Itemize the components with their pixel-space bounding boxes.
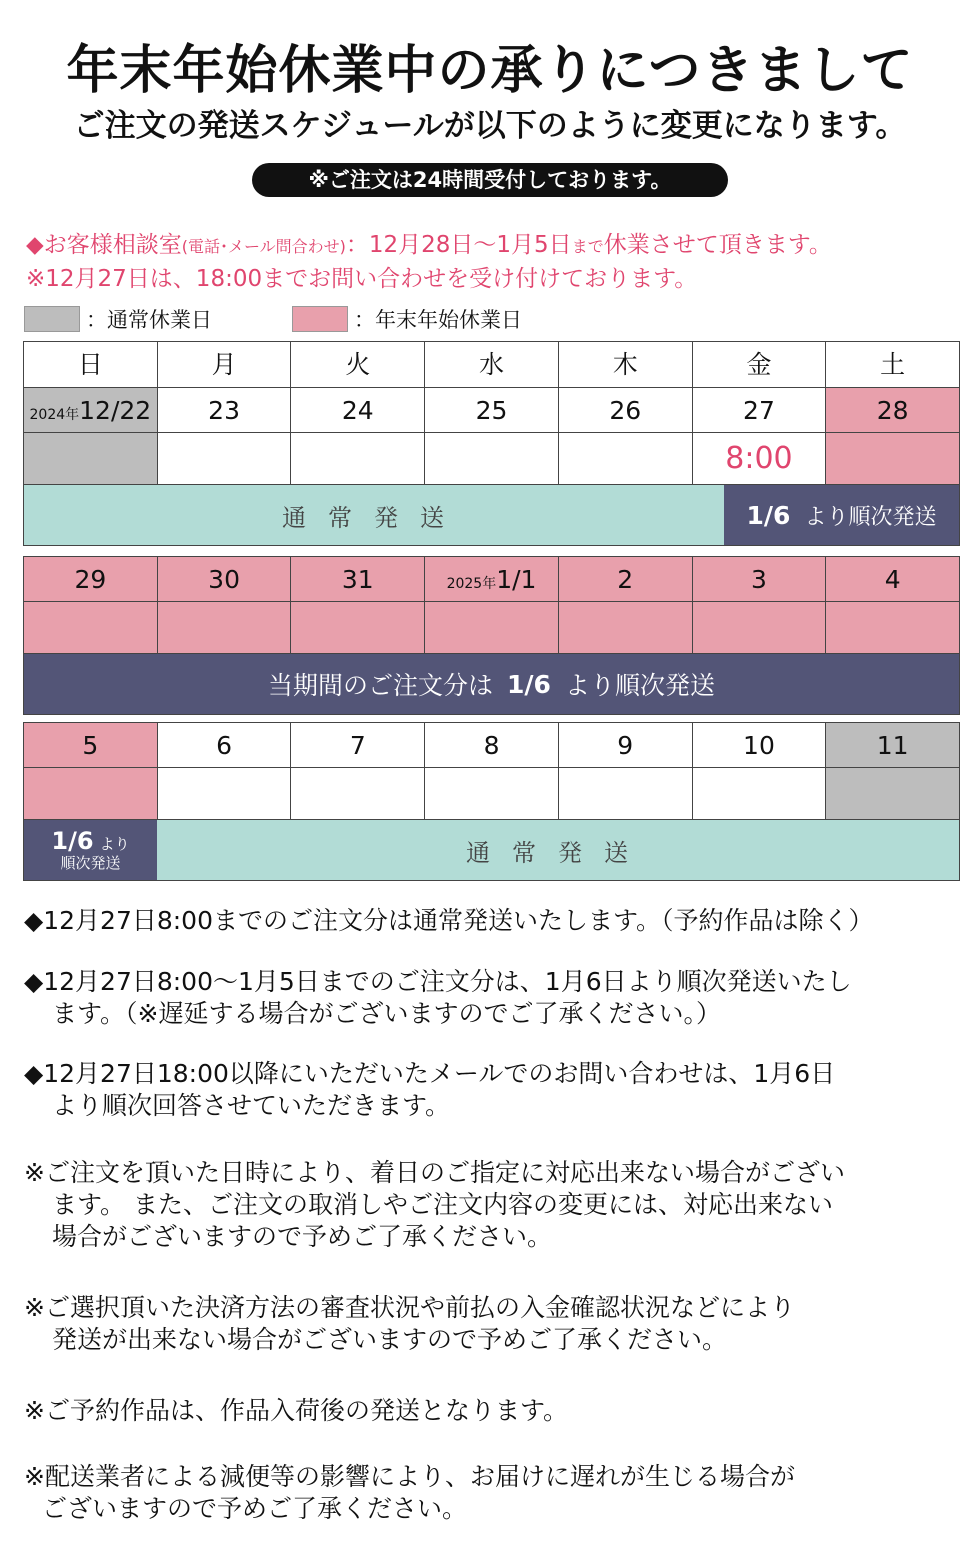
pink-swatch	[292, 306, 348, 332]
blank-cell	[826, 602, 960, 654]
blank-cell	[158, 768, 292, 820]
date-cell: 4	[826, 557, 960, 602]
date-row	[24, 557, 960, 602]
support-closure-notice: ◆お客様相談室(電話･メール問合わせ)：12月28日～1月5日まで休業させて頂きます。	[26, 232, 832, 258]
gray-swatch	[24, 306, 80, 332]
after-shipping-label: 1/6 より 順次発送	[24, 820, 157, 880]
weekday-tue: 火	[291, 342, 425, 388]
blank-cell	[693, 602, 827, 654]
calendar-week-1	[23, 341, 960, 546]
order-24h-badge: ※ご注文は24時間受付しております。	[252, 163, 728, 197]
note-item: ※ご予約作品は、作品入荷後の発送となります。	[24, 1396, 568, 1425]
shipping-band	[24, 820, 960, 881]
date-cell: 26	[559, 388, 693, 433]
date-cell: 29	[24, 557, 158, 602]
date-cell: 7	[291, 723, 425, 768]
page-title: 年末年始休業中の承りにつきまして	[66, 41, 914, 101]
blank-cell	[24, 433, 158, 485]
blank-cell	[826, 433, 960, 485]
blank-cell	[291, 433, 425, 485]
after-shipping-label: 1/6 より順次発送	[724, 485, 959, 545]
blank-cell	[425, 602, 559, 654]
date-cell: 2024年12/22	[24, 388, 158, 433]
weekday-fri: 金	[693, 342, 827, 388]
blank-cell	[24, 768, 158, 820]
weekday-wed: 水	[425, 342, 559, 388]
blank-cell	[826, 768, 960, 820]
support-hours-notice: ※12月27日は、18:00までお問い合わせを受け付けております。	[26, 266, 698, 292]
date-cell: 24	[291, 388, 425, 433]
normal-shipping-label: 通常発送	[24, 485, 724, 545]
page-subtitle: ご注文の発送スケジュールが以下のように変更になります。	[73, 108, 907, 144]
date-cell: 25	[425, 388, 559, 433]
weekday-mon: 月	[158, 342, 292, 388]
blank-cell	[559, 602, 693, 654]
note-item: ※配送業者による減便等の影響により、お届けに遅れが生じる場合が ございますので予めご了承ください。	[24, 1462, 795, 1523]
blank-cell	[559, 433, 693, 485]
calendar-week-3	[23, 722, 960, 881]
date-cell: 2	[559, 557, 693, 602]
shipping-band	[24, 654, 960, 715]
shipping-band	[24, 485, 960, 546]
blank-cell	[559, 768, 693, 820]
date-cell: 2025年1/1	[425, 557, 559, 602]
weekday-header	[24, 342, 960, 388]
date-row	[24, 723, 960, 768]
blank-cell	[425, 433, 559, 485]
cutoff-time: 8:00	[693, 433, 827, 485]
legend-regular-holiday: ：通常休業日	[24, 304, 212, 334]
blank-cell	[158, 433, 292, 485]
date-cell: 23	[158, 388, 292, 433]
blank-cell	[425, 768, 559, 820]
date-cell: 30	[158, 557, 292, 602]
date-cell: 11	[826, 723, 960, 768]
weekday-sun: 日	[24, 342, 158, 388]
note-item: ◆12月27日8:00までのご注文分は通常発送いたします。（予約作品は除く）	[24, 906, 874, 935]
weekday-sat: 土	[826, 342, 960, 388]
date-cell: 27	[693, 388, 827, 433]
blank-cell	[291, 768, 425, 820]
date-cell: 6	[158, 723, 292, 768]
date-cell: 31	[291, 557, 425, 602]
note-item: ◆12月27日18:00以降にいただいたメールでのお問い合わせは、1月6日 より順次回答させていただきます。	[24, 1059, 836, 1120]
blank-cell	[693, 768, 827, 820]
blank-cell	[24, 602, 158, 654]
blank-cell	[291, 602, 425, 654]
note-item: ◆12月27日8:00～1月5日までのご注文分は、1月6日より順次発送いたし ます。（※遅延する場合がございますのでご了承ください。）	[24, 967, 852, 1028]
date-cell: 10	[693, 723, 827, 768]
blank-row	[24, 433, 960, 485]
date-cell: 9	[559, 723, 693, 768]
date-cell: 3	[693, 557, 827, 602]
blank-cell	[158, 602, 292, 654]
holiday-shipping-label: 当期間のご注文分は 1/6 より順次発送	[24, 654, 959, 714]
blank-row	[24, 602, 960, 654]
note-item: ※ご選択頂いた決済方法の審査状況や前払の入金確認状況などにより 発送が出来ない場合がございますので予めご了承ください。	[24, 1293, 795, 1354]
calendar-week-2	[23, 556, 960, 715]
date-cell: 5	[24, 723, 158, 768]
date-cell: 28	[826, 388, 960, 433]
note-item: ※ご注文を頂いた日時により、着日のご指定に対応出来ない場合がござい ます。 また、ご注文の取消しやご注文内容の変更には、対応出来ない 場合がございますので予めご了承ください。	[24, 1158, 845, 1251]
normal-shipping-label: 通常発送	[157, 820, 959, 880]
date-row	[24, 388, 960, 433]
weekday-thu: 木	[559, 342, 693, 388]
date-cell: 8	[425, 723, 559, 768]
blank-row	[24, 768, 960, 820]
legend-newyear-holiday: ：年末年始休業日	[292, 304, 522, 334]
